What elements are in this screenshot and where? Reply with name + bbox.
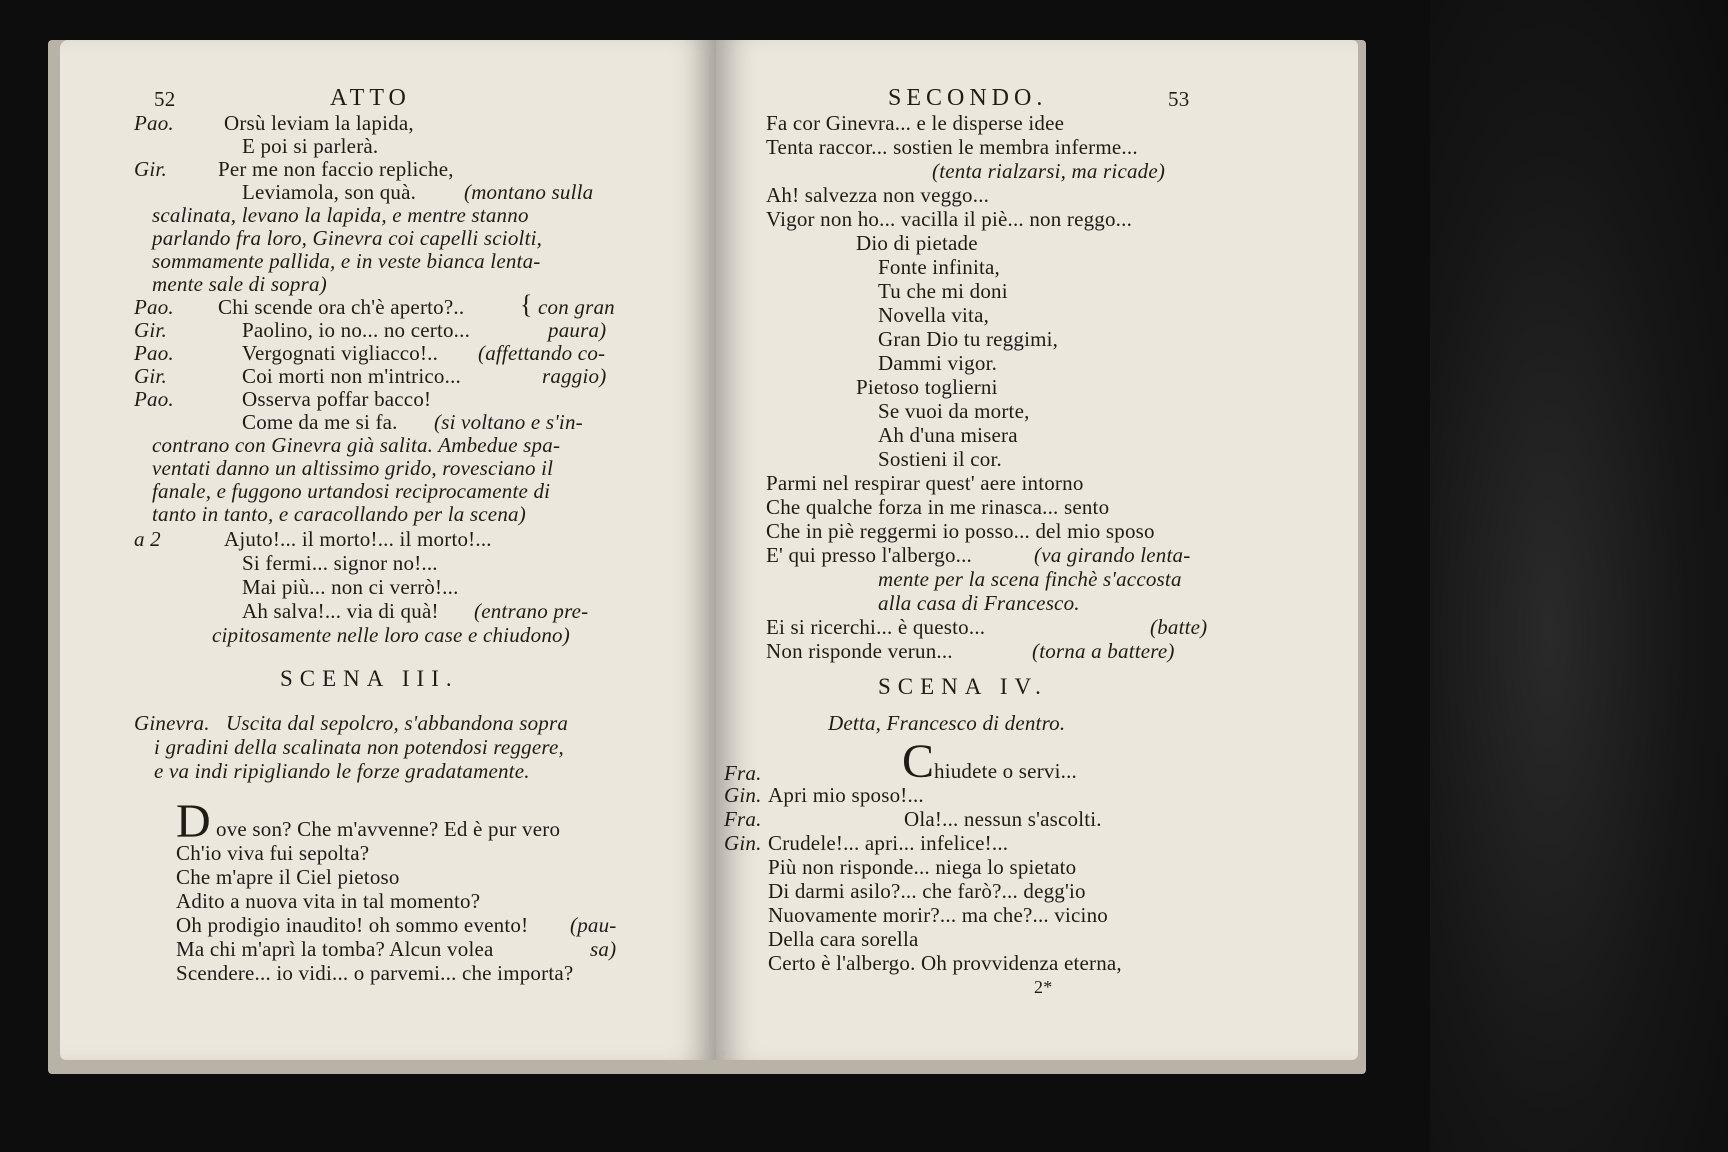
speaker: Gin.: [724, 831, 762, 855]
scene-title: SCENA III.: [280, 666, 459, 691]
stage-direction: (tenta rialzarsi, ma ricade): [932, 159, 1166, 183]
stage-direction: ventati danno un altissimo grido, rovesciano il: [152, 456, 554, 480]
verse-line: Crudele!... apri... infelice!...: [768, 831, 1009, 855]
verse-line: Dio di pietade: [856, 231, 978, 255]
stage-direction: (montano sulla: [464, 180, 594, 204]
verse-line: Parmi nel respirar quest' aere intorno: [766, 471, 1084, 495]
open-book: [46, 32, 1366, 1072]
stage-direction: (affettando co-: [478, 341, 606, 365]
verse-line: Mai più... non ci verrò!...: [242, 575, 459, 599]
verse-line: Paolino, io no... no certo...: [242, 318, 471, 342]
running-head: ATTO: [330, 85, 411, 111]
stage-direction: scalinata, levano la lapida, e mentre stanno: [152, 203, 529, 227]
verse-line: Oh prodigio inaudito! oh sommo evento!: [176, 913, 529, 937]
stage-direction: raggio): [542, 364, 607, 388]
verse-line: Vigor non ho... vacilla il piè... non reggo...: [766, 207, 1133, 231]
stage-direction: (si voltano e s'in-: [434, 410, 583, 434]
verse-line: Se vuoi da morte,: [878, 399, 1030, 423]
page-number: 53: [1168, 87, 1190, 111]
speaker: Fra.: [724, 807, 762, 831]
speaker: a 2: [134, 527, 161, 551]
stage-direction: (entrano pre-: [474, 599, 589, 623]
verse-line: Come da me si fa.: [242, 410, 398, 434]
verse-line: Dammi vigor.: [878, 351, 998, 375]
verse-line: ove son? Che m'avvenne? Ed è pur vero: [216, 817, 561, 841]
verse-line: Gran Dio tu reggimi,: [878, 327, 1059, 351]
verse-line: Scendere... io vidi... o parvemi... che importa?: [176, 961, 574, 985]
verse-line: Della cara sorella: [768, 927, 919, 951]
verse-line: Di darmi asilo?... che farò?... degg'io: [768, 879, 1086, 903]
stage-direction: con gran: [538, 295, 615, 319]
verse-line: Fonte infinita,: [878, 255, 1000, 279]
verse-line: Tu che mi doni: [878, 279, 1008, 303]
verse-line: hiudete o servi...: [934, 759, 1077, 783]
verse-line: Ah! salvezza non veggo...: [766, 183, 990, 207]
signature-mark: 2*: [1034, 977, 1053, 997]
stage-direction: tanto in tanto, e caracollando per la scena): [152, 502, 526, 526]
verse-line: Vergognati vigliacco!..: [242, 341, 439, 365]
speaker: Gir.: [134, 157, 167, 181]
stage-direction: (va girando lenta-: [1034, 543, 1191, 567]
verse-line: Ola!... nessun s'ascolti.: [904, 807, 1102, 831]
verse-line: Novella vita,: [878, 303, 990, 327]
verse-line: Pietoso toglierni: [856, 375, 998, 399]
verse-line: Osserva poffar bacco!: [242, 387, 432, 411]
stage-direction: e va indi ripigliando le forze gradatamente.: [154, 759, 530, 783]
verse-line: Nuovamente morir?... ma che?... vicino: [768, 903, 1108, 927]
stage-direction: (pau-: [570, 913, 617, 937]
stage-direction: mente per la scena finchè s'accosta: [878, 567, 1182, 591]
verse-line: Adito a nuova vita in tal momento?: [176, 889, 481, 913]
page-number: 52: [154, 87, 176, 111]
verse-line: Sostieni il cor.: [878, 447, 1002, 471]
stage-direction: i gradini della scalinata non potendosi reggere,: [154, 735, 564, 759]
background-shadow: [1430, 0, 1728, 1152]
stage-direction: parlando fra loro, Ginevra coi capelli sciolti,: [152, 226, 543, 250]
verse-line: Ah salva!... via di quà!: [242, 599, 439, 623]
speaker: Pao.: [134, 111, 174, 135]
speaker: Pao.: [134, 341, 174, 365]
drop-cap: D: [176, 795, 211, 848]
verse-line: Che in piè reggermi io posso... del mio sposo: [766, 519, 1155, 543]
stage-direction: cipitosamente nelle loro case e chiudono): [212, 623, 570, 647]
speaker: Gir.: [134, 318, 167, 342]
stage-direction: sommamente pallida, e in veste bianca lenta-: [152, 249, 541, 273]
drop-cap: C: [902, 735, 935, 788]
speaker: Pao.: [134, 295, 174, 319]
verse-line: Che m'apre il Ciel pietoso: [176, 865, 400, 889]
verse-line: Tenta raccor... sostien le membra inferme...: [766, 135, 1138, 159]
verse-line: Che qualche forza in me rinasca... sento: [766, 495, 1110, 519]
verse-line: Apri mio sposo!...: [768, 783, 924, 807]
stage-direction: fanale, e fuggono urtandosi reciprocamente di: [152, 479, 551, 503]
stage-direction: (batte): [1150, 615, 1208, 639]
stage-direction: Uscita dal sepolcro, s'abbandona sopra: [226, 711, 569, 735]
verse-line: Per me non faccio repliche,: [218, 157, 454, 181]
brace-mark: {: [520, 290, 533, 319]
right-page: [716, 40, 1358, 1060]
verse-line: Chi scende ora ch'è aperto?..: [218, 295, 465, 319]
stage-direction: alla casa di Francesco.: [878, 591, 1080, 615]
speaker: Fra.: [724, 761, 762, 785]
verse-line: E poi si parlerà.: [242, 134, 379, 158]
speaker: Gir.: [134, 364, 167, 388]
verse-line: Fa cor Ginevra... e le disperse idee: [766, 111, 1065, 135]
verse-line: Orsù leviam la lapida,: [224, 111, 414, 135]
scene-title: SCENA IV.: [878, 674, 1048, 699]
verse-line: Coi morti non m'intrico...: [242, 364, 461, 388]
verse-line: Non risponde verun...: [766, 639, 953, 663]
verse-line: Ei si ricerchi... è questo...: [766, 615, 986, 639]
running-head: SECONDO.: [888, 85, 1048, 111]
verse-line: Ma chi m'aprì la tomba? Alcun volea: [176, 937, 494, 961]
verse-line: Più non risponde... niega lo spietato: [768, 855, 1077, 879]
stage-direction: sa): [590, 937, 617, 961]
verse-line: Ajuto!... il morto!... il morto!...: [224, 527, 492, 551]
stage-direction: mente sale di sopra): [152, 272, 327, 296]
scene-subtitle: Detta, Francesco di dentro.: [828, 711, 1066, 735]
verse-line: Ah d'una misera: [878, 423, 1018, 447]
stage-direction: paura): [548, 318, 607, 342]
verse-line: Ch'io viva fui sepolta?: [176, 841, 370, 865]
verse-line: E' qui presso l'albergo...: [766, 543, 973, 567]
verse-line: Leviamola, son quà.: [242, 180, 417, 204]
stage-direction: (torna a battere): [1032, 639, 1175, 663]
verse-line: Certo è l'albergo. Oh provvidenza eterna,: [768, 951, 1122, 975]
speaker: Pao.: [134, 387, 174, 411]
stage-direction: contrano con Ginevra già salita. Ambedue spa-: [152, 433, 561, 457]
left-page: [60, 40, 716, 1060]
speaker: Gin.: [724, 783, 762, 807]
verse-line: Si fermi... signor no!...: [242, 551, 438, 575]
speaker: Ginevra.: [134, 711, 210, 735]
